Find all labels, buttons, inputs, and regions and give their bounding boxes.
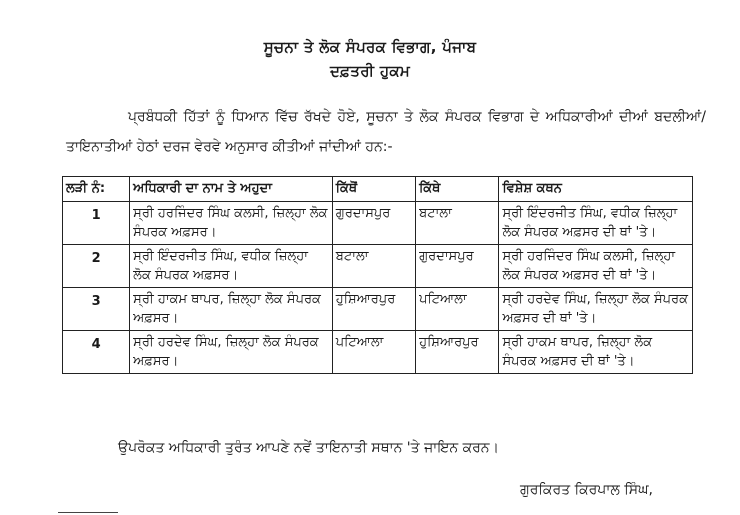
cell-to: ਪਟਿਆਲਾ — [416, 288, 499, 331]
table-row — [63, 245, 693, 288]
cell-officer: ਸ੍ਰੀ ਇੰਦਰਜੀਤ ਸਿੰਘ, ਵਧੀਕ ਜ਼ਿਲ੍ਹਾ ਲੋਕ ਸੰਪਰਕ ਅਫ਼ਸਰ। — [130, 245, 333, 288]
cell-to: ਗੁਰਦਾਸਪੁਰ — [416, 245, 499, 288]
cell-serial: 3 — [63, 288, 130, 331]
table-row — [63, 202, 693, 245]
table-row — [63, 331, 693, 374]
cell-from: ਪਟਿਆਲਾ — [332, 331, 415, 374]
cell-serial: 2 — [63, 245, 130, 288]
intro-text: ਪ੍ਰਬੰਧਕੀ ਹਿੱਤਾਂ ਨੂੰ ਧਿਆਨ ਵਿੱਚ ਰੱਖਦੇ ਹੋਏ, ਸੂਚਨਾ ਤੇ ਲੋਕ ਸੰਪਰਕ ਵਿਭਾਗ ਦੇ ਅਧਿਕਾਰੀਆਂ ਦੀਆਂ ਬਦਲੀਆਂ/ਤਾਇਨਾਤੀਆਂ ਹੇਠਾਂ ਦਰਜ ਵੇਰਵੇ ਅਨੁਸਾਰ ਕੀਤੀਆਂ ਜਾਂਦੀਆਂ ਹਨ:- — [66, 109, 706, 155]
cell-from: ਗੁਰਦਾਸਪੁਰ — [332, 202, 415, 245]
closing-instruction: ਉਪਰੋਕਤ ਅਧਿਕਾਰੀ ਤੁਰੰਤ ਆਪਣੇ ਨਵੇਂ ਤਾਇਨਾਤੀ ਸਥਾਨ 'ਤੇ ਜਾਇਨ ਕਰਨ। — [118, 440, 499, 456]
cell-remarks: ਸ੍ਰੀ ਹਾਕਮ ਥਾਪਰ, ਜ਼ਿਲ੍ਹਾ ਲੋਕ ਸੰਪਰਕ ਅਫ਼ਸਰ ਦੀ ਥਾਂ 'ਤੇ। — [499, 331, 693, 374]
table-row — [63, 288, 693, 331]
cell-from: ਹੁਸ਼ਿਆਰਪੁਰ — [332, 288, 415, 331]
header-officer: ਅਧਿਕਾਰੀ ਦਾ ਨਾਮ ਤੇ ਅਹੁਦਾ — [130, 177, 333, 202]
cell-to: ਬਟਾਲਾ — [416, 202, 499, 245]
header-from: ਕਿੱਥੋਂ — [332, 177, 415, 202]
cell-to: ਹੁਸ਼ਿਆਰਪੁਰ — [416, 331, 499, 374]
intro-paragraph — [66, 102, 706, 162]
cut-off-line-fragment — [58, 508, 118, 515]
signatory-name: ਗੁਰਕਿਰਤ ਕਿਰਪਾਲ ਸਿੰਘ, — [520, 482, 653, 498]
table-header-row — [63, 177, 693, 202]
cell-remarks: ਸ੍ਰੀ ਹਰਜਿੰਦਰ ਸਿੰਘ ਕਲਸੀ, ਜ਼ਿਲ੍ਹਾ ਲੋਕ ਸੰਪਰਕ ਅਫ਼ਸਰ ਦੀ ਥਾਂ 'ਤੇ। — [499, 245, 693, 288]
order-title: ਦਫ਼ਤਰੀ ਹੁਕਮ — [329, 62, 411, 80]
cell-serial: 1 — [63, 202, 130, 245]
cell-officer: ਸ੍ਰੀ ਹਰਜਿੰਦਰ ਸਿੰਘ ਕਲਸੀ, ਜ਼ਿਲ੍ਹਾ ਲੋਕ ਸੰਪਰਕ ਅਫ਼ਸਰ। — [130, 202, 333, 245]
cell-officer: ਸ੍ਰੀ ਹਾਕਮ ਥਾਪਰ, ਜ਼ਿਲ੍ਹਾ ਲੋਕ ਸੰਪਰਕ ਅਫ਼ਸਰ। — [130, 288, 333, 331]
cell-serial: 4 — [63, 331, 130, 374]
transfer-table — [62, 176, 693, 374]
header-to: ਕਿੱਥੇ — [416, 177, 499, 202]
cell-officer: ਸ੍ਰੀ ਹਰਦੇਵ ਸਿੰਘ, ਜ਼ਿਲ੍ਹਾ ਲੋਕ ਸੰਪਰਕ ਅਫ਼ਸਰ। — [130, 331, 333, 374]
cell-remarks: ਸ੍ਰੀ ਇੰਦਰਜੀਤ ਸਿੰਘ, ਵਧੀਕ ਜ਼ਿਲ੍ਹਾ ਲੋਕ ਸੰਪਰਕ ਅਫ਼ਸਰ ਦੀ ਥਾਂ 'ਤੇ। — [499, 202, 693, 245]
header-serial: ਲੜੀ ਨੰ: — [63, 177, 130, 202]
cell-from: ਬਟਾਲਾ — [332, 245, 415, 288]
header-remarks: ਵਿਸ਼ੇਸ਼ ਕਥਨ — [499, 177, 693, 202]
partial-text-stroke — [58, 512, 118, 513]
department-heading: ਸੂਚਨਾ ਤੇ ਲੋਕ ਸੰਪਰਕ ਵਿਭਾਗ, ਪੰਜਾਬ — [263, 38, 477, 56]
cell-remarks: ਸ੍ਰੀ ਹਰਦੇਵ ਸਿੰਘ, ਜ਼ਿਲ੍ਹਾ ਲੋਕ ਸੰਪਰਕ ਅਫ਼ਸਰ ਦੀ ਥਾਂ 'ਤੇ। — [499, 288, 693, 331]
